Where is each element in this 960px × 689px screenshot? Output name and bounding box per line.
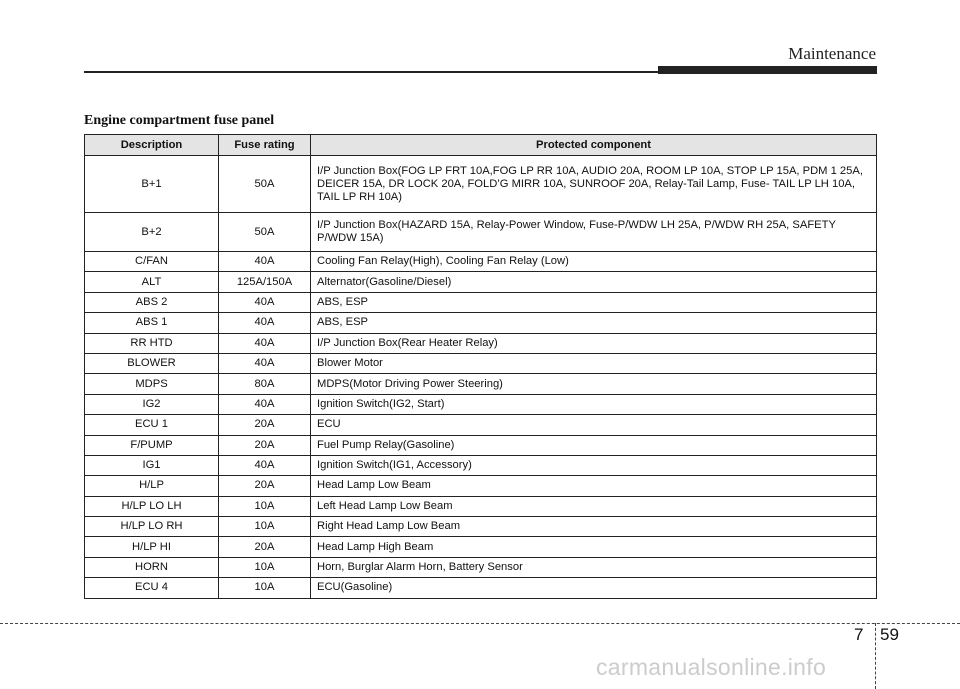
cell-fuse-rating: 20A <box>219 415 311 435</box>
cell-fuse-rating: 50A <box>219 213 311 252</box>
fuse-table <box>84 134 877 599</box>
cell-protected-component: I/P Junction Box(HAZARD 15A, Relay-Power Window, Fuse-P/WDW LH 25A, P/WDW RH 25A, SAFETY P/WDW 15A) <box>311 213 877 252</box>
cell-description: MDPS <box>85 374 219 394</box>
page-title: Engine compartment fuse panel <box>84 113 275 128</box>
cell-protected-component: Blower Motor <box>311 353 877 373</box>
table-row <box>85 415 877 435</box>
column-header-description: Description <box>85 135 219 156</box>
cell-description: B+2 <box>85 213 219 252</box>
cell-protected-component: Alternator(Gasoline/Diesel) <box>311 272 877 292</box>
cell-fuse-rating: 20A <box>219 476 311 496</box>
table-row <box>85 517 877 537</box>
cell-fuse-rating: 10A <box>219 496 311 516</box>
cell-protected-component: Head Lamp High Beam <box>311 537 877 557</box>
table-body <box>85 156 877 599</box>
cell-protected-component: ECU(Gasoline) <box>311 578 877 598</box>
cell-fuse-rating: 40A <box>219 394 311 414</box>
cell-protected-component: MDPS(Motor Driving Power Steering) <box>311 374 877 394</box>
cell-protected-component: ABS, ESP <box>311 292 877 312</box>
header-rule <box>84 71 658 73</box>
watermark: carmanualsonline.info <box>596 654 827 680</box>
page-number: 59 <box>880 625 899 644</box>
cell-description: IG1 <box>85 455 219 475</box>
table-row <box>85 496 877 516</box>
cell-fuse-rating: 20A <box>219 435 311 455</box>
cell-protected-component: I/P Junction Box(Rear Heater Relay) <box>311 333 877 353</box>
cell-fuse-rating: 50A <box>219 156 311 213</box>
cell-description: ABS 2 <box>85 292 219 312</box>
column-header-protected-component: Protected component <box>311 135 877 156</box>
table-row <box>85 353 877 373</box>
cell-protected-component: Ignition Switch(IG2, Start) <box>311 394 877 414</box>
cell-description: ABS 1 <box>85 313 219 333</box>
table-row <box>85 394 877 414</box>
cell-fuse-rating: 40A <box>219 333 311 353</box>
chapter-number: 7 <box>854 625 864 644</box>
cell-description: BLOWER <box>85 353 219 373</box>
table-row <box>85 156 877 213</box>
table-row <box>85 435 877 455</box>
table-row <box>85 313 877 333</box>
table-row <box>85 537 877 557</box>
header-rule-accent <box>658 66 877 74</box>
cell-fuse-rating: 40A <box>219 353 311 373</box>
cell-description: C/FAN <box>85 252 219 272</box>
table-row <box>85 252 877 272</box>
section-header-title: Maintenance <box>788 44 876 63</box>
cell-protected-component: Cooling Fan Relay(High), Cooling Fan Relay (Low) <box>311 252 877 272</box>
cell-protected-component: Head Lamp Low Beam <box>311 476 877 496</box>
cell-description: H/LP LO LH <box>85 496 219 516</box>
cell-fuse-rating: 40A <box>219 455 311 475</box>
table-row <box>85 578 877 598</box>
cell-description: ECU 1 <box>85 415 219 435</box>
cell-description: H/LP <box>85 476 219 496</box>
cell-description: F/PUMP <box>85 435 219 455</box>
cell-description: IG2 <box>85 394 219 414</box>
cell-protected-component: Ignition Switch(IG1, Accessory) <box>311 455 877 475</box>
table-row <box>85 213 877 252</box>
cell-description: RR HTD <box>85 333 219 353</box>
cell-description: ALT <box>85 272 219 292</box>
table-row <box>85 333 877 353</box>
table-row <box>85 272 877 292</box>
cell-description: H/LP HI <box>85 537 219 557</box>
cell-description: ECU 4 <box>85 578 219 598</box>
cell-protected-component: Horn, Burglar Alarm Horn, Battery Sensor <box>311 557 877 577</box>
cell-protected-component: Left Head Lamp Low Beam <box>311 496 877 516</box>
table-row <box>85 557 877 577</box>
cell-fuse-rating: 20A <box>219 537 311 557</box>
cell-fuse-rating: 10A <box>219 517 311 537</box>
table-row <box>85 374 877 394</box>
cell-protected-component: ECU <box>311 415 877 435</box>
cell-description: HORN <box>85 557 219 577</box>
cell-description: B+1 <box>85 156 219 213</box>
cell-description: H/LP LO RH <box>85 517 219 537</box>
cell-protected-component: Fuel Pump Relay(Gasoline) <box>311 435 877 455</box>
cell-protected-component: I/P Junction Box(FOG LP FRT 10A,FOG LP RR 10A, AUDIO 20A, ROOM LP 10A, STOP LP 15A, PDM 1 25A, DEICER 15A, DR LOCK 20A, FOLD’G MIRR 10A, SUNROOF 20A, Relay-Tail Lamp, Fuse- TAIL LP LH 10A, TAIL LP RH 10A) <box>311 156 877 213</box>
cell-fuse-rating: 10A <box>219 578 311 598</box>
cell-fuse-rating: 80A <box>219 374 311 394</box>
table-row <box>85 455 877 475</box>
cell-protected-component: Right Head Lamp Low Beam <box>311 517 877 537</box>
cell-protected-component: ABS, ESP <box>311 313 877 333</box>
cell-fuse-rating: 40A <box>219 313 311 333</box>
cell-fuse-rating: 125A/150A <box>219 272 311 292</box>
table-row <box>85 292 877 312</box>
footer-divider <box>875 623 876 689</box>
cell-fuse-rating: 40A <box>219 292 311 312</box>
table-header-row <box>85 135 877 156</box>
table-row <box>85 476 877 496</box>
cell-fuse-rating: 40A <box>219 252 311 272</box>
cell-fuse-rating: 10A <box>219 557 311 577</box>
footer-rule <box>0 623 960 624</box>
column-header-fuse-rating: Fuse rating <box>219 135 311 156</box>
